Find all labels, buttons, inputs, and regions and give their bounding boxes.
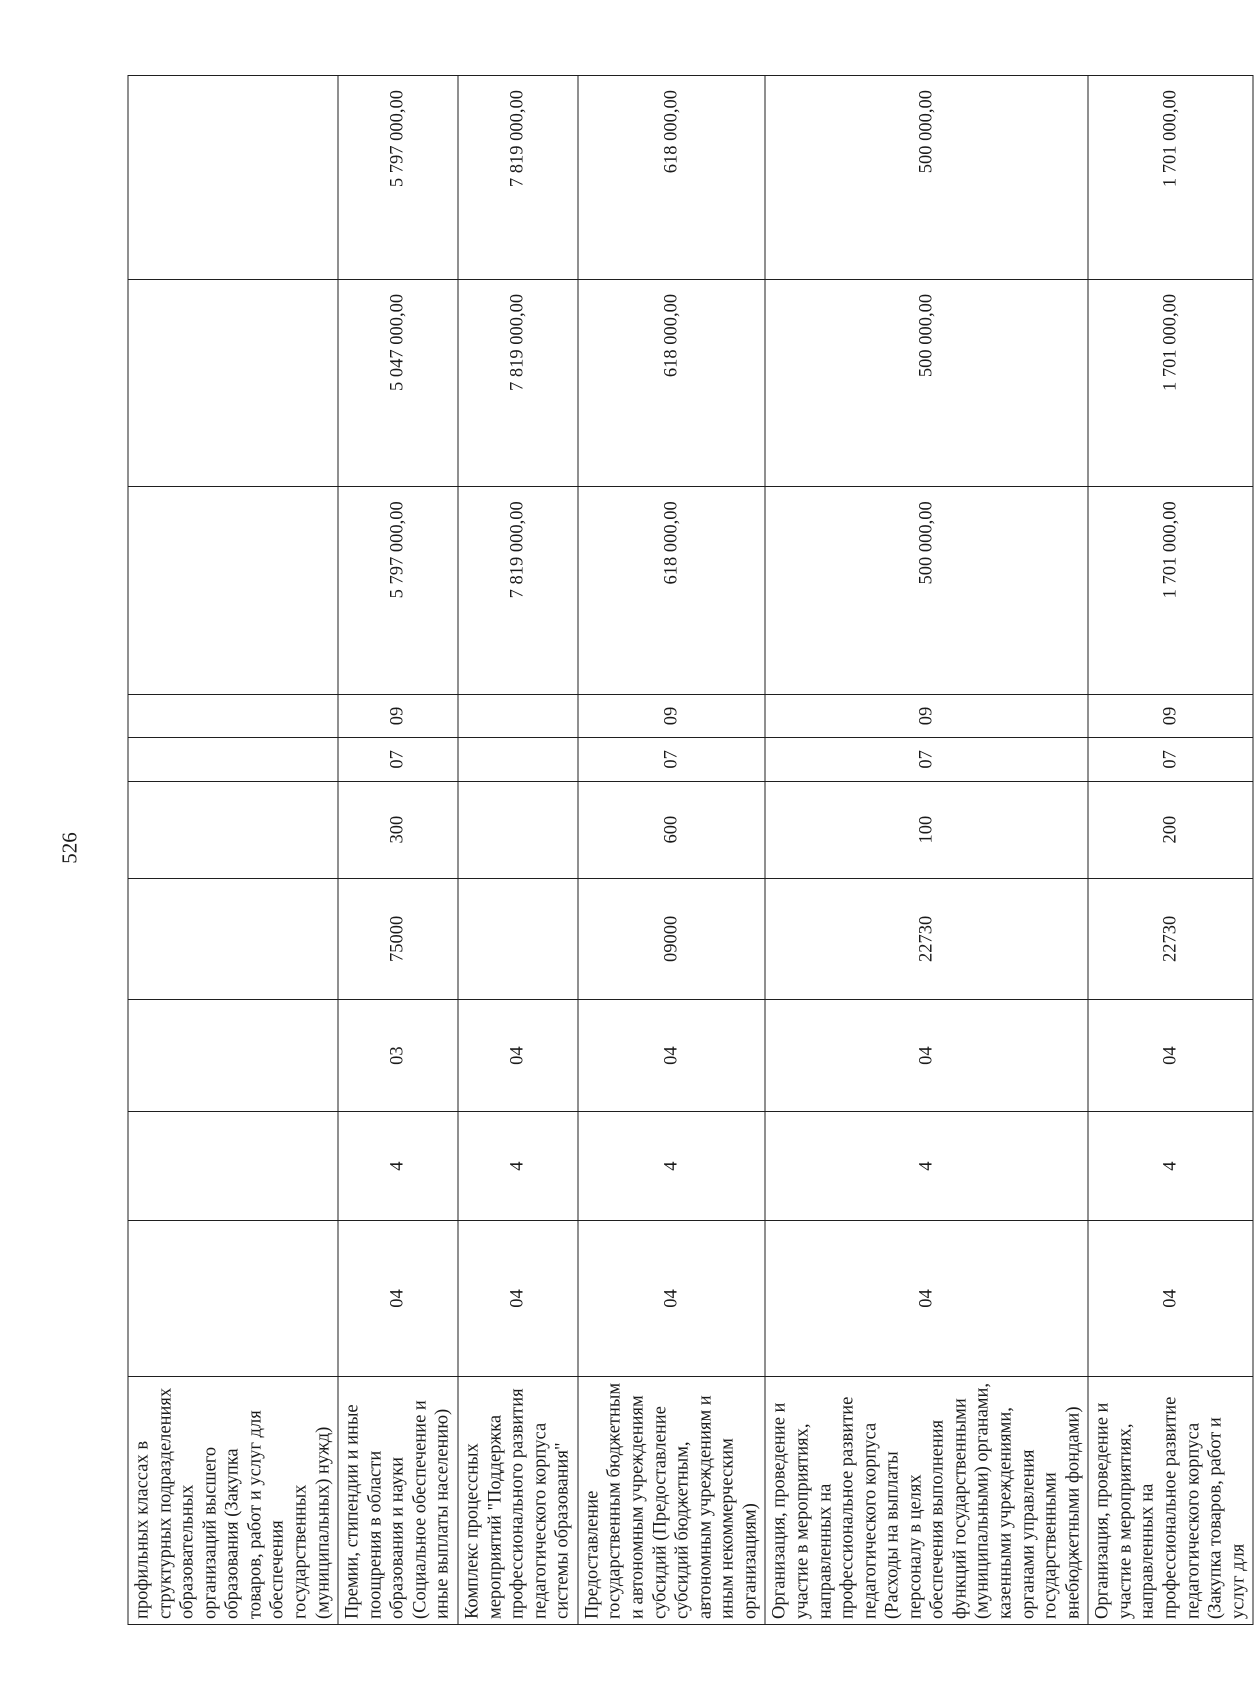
cell-c7: 09: [1088, 694, 1253, 737]
table-row: [458, 76, 578, 1625]
cell-c4: 22730: [765, 878, 1088, 1000]
cell-c1: 04: [1088, 1221, 1253, 1376]
cell-c2: [128, 1112, 338, 1221]
table-row: [578, 76, 766, 1625]
cell-c2: 4: [458, 1112, 578, 1221]
row-name: Организация, проведение и участие в мероприятиях, направленных на профессиональное развитие педагогического корпуса (Расходы на выплаты персоналу в целях обеспечения выполнения функций государственными (муниципальными) органами, казенными учреждениями, органами управления государственными внебюджетными фондами): [765, 1376, 1088, 1624]
cell-c5: 600: [578, 781, 766, 878]
cell-amount-1: 1 701 000,00: [1088, 487, 1253, 694]
cell-c6: 07: [338, 738, 458, 781]
cell-amount-1: 5 797 000,00: [338, 487, 458, 694]
cell-c1: 04: [578, 1221, 766, 1376]
cell-amount-1: 500 000,00: [765, 487, 1088, 694]
cell-c7: [128, 694, 338, 737]
cell-c3: 04: [1088, 1000, 1253, 1112]
cell-c4: [128, 878, 338, 1000]
cell-c3: 04: [458, 1000, 578, 1112]
cell-c3: 04: [578, 1000, 766, 1112]
cell-c2: 4: [338, 1112, 458, 1221]
cell-c5: 100: [765, 781, 1088, 878]
cell-c1: 04: [765, 1221, 1088, 1376]
cell-c1: 04: [458, 1221, 578, 1376]
cell-amount-1: 618 000,00: [578, 487, 766, 694]
cell-c6: [128, 738, 338, 781]
cell-c6: 07: [765, 738, 1088, 781]
cell-c4: 22730: [1088, 878, 1253, 1000]
cell-c7: [458, 694, 578, 737]
cell-c2: 4: [1088, 1112, 1253, 1221]
cell-c7: 09: [338, 694, 458, 737]
page-number: 526: [57, 832, 82, 864]
cell-c3: 03: [338, 1000, 458, 1112]
cell-amount-3: 500 000,00: [765, 76, 1088, 280]
table-row: [338, 76, 458, 1625]
table-row: [1088, 76, 1253, 1625]
cell-amount-1: [128, 487, 338, 694]
cell-c2: 4: [578, 1112, 766, 1221]
table-row: [128, 76, 338, 1625]
table-row: [765, 76, 1088, 1625]
cell-amount-1: 7 819 000,00: [458, 487, 578, 694]
cell-c4: [458, 878, 578, 1000]
row-name: профильных классах в структурных подразделениях образовательных организаций высшего образования (Закупка товаров, работ и услуг для обеспечения государственных (муниципальных) нужд): [128, 1376, 338, 1624]
cell-c6: [458, 738, 578, 781]
cell-c3: 04: [765, 1000, 1088, 1112]
cell-c6: 07: [1088, 738, 1253, 781]
cell-amount-3: [128, 76, 338, 280]
cell-amount-2: 5 047 000,00: [338, 279, 458, 486]
cell-c5: [128, 781, 338, 878]
cell-amount-2: 1 701 000,00: [1088, 279, 1253, 486]
cell-c7: 09: [578, 694, 766, 737]
cell-c5: [458, 781, 578, 878]
cell-amount-3: 1 701 000,00: [1088, 76, 1253, 280]
row-name: Предоставление государственным бюджетным и автономным учреждениям субсидий (Предоставление субсидий бюджетным, автономным учреждениям и иным некоммерческим организациям): [578, 1376, 766, 1624]
cell-c5: 300: [338, 781, 458, 878]
cell-amount-2: 500 000,00: [765, 279, 1088, 486]
row-name: Комплекс процессных мероприятий "Поддержка профессионального развития педагогического корпуса системы образования": [458, 1376, 578, 1624]
cell-c4: 09000: [578, 878, 766, 1000]
cell-c1: 04: [338, 1221, 458, 1376]
cell-c4: 75000: [338, 878, 458, 1000]
cell-amount-3: 7 819 000,00: [458, 76, 578, 280]
cell-amount-3: 5 797 000,00: [338, 76, 458, 280]
rotated-table-container: [128, 75, 1249, 1625]
cell-c3: [128, 1000, 338, 1112]
cell-c1: [128, 1221, 338, 1376]
row-name: Организация, проведение и участие в мероприятиях, направленных на профессиональное развитие педагогического корпуса (Закупка товаров, работ и услуг для: [1088, 1376, 1253, 1624]
cell-amount-2: 7 819 000,00: [458, 279, 578, 486]
cell-amount-2: [128, 279, 338, 486]
cell-c5: 200: [1088, 781, 1253, 878]
cell-amount-3: 618 000,00: [578, 76, 766, 280]
cell-c6: 07: [578, 738, 766, 781]
cell-c2: 4: [765, 1112, 1088, 1221]
budget-table: [128, 75, 1254, 1625]
row-name: Премии, стипендии и иные поощрения в области образования и науки (Социальное обеспечение и иные выплаты населению): [338, 1376, 458, 1624]
cell-amount-2: 618 000,00: [578, 279, 766, 486]
cell-c7: 09: [765, 694, 1088, 737]
